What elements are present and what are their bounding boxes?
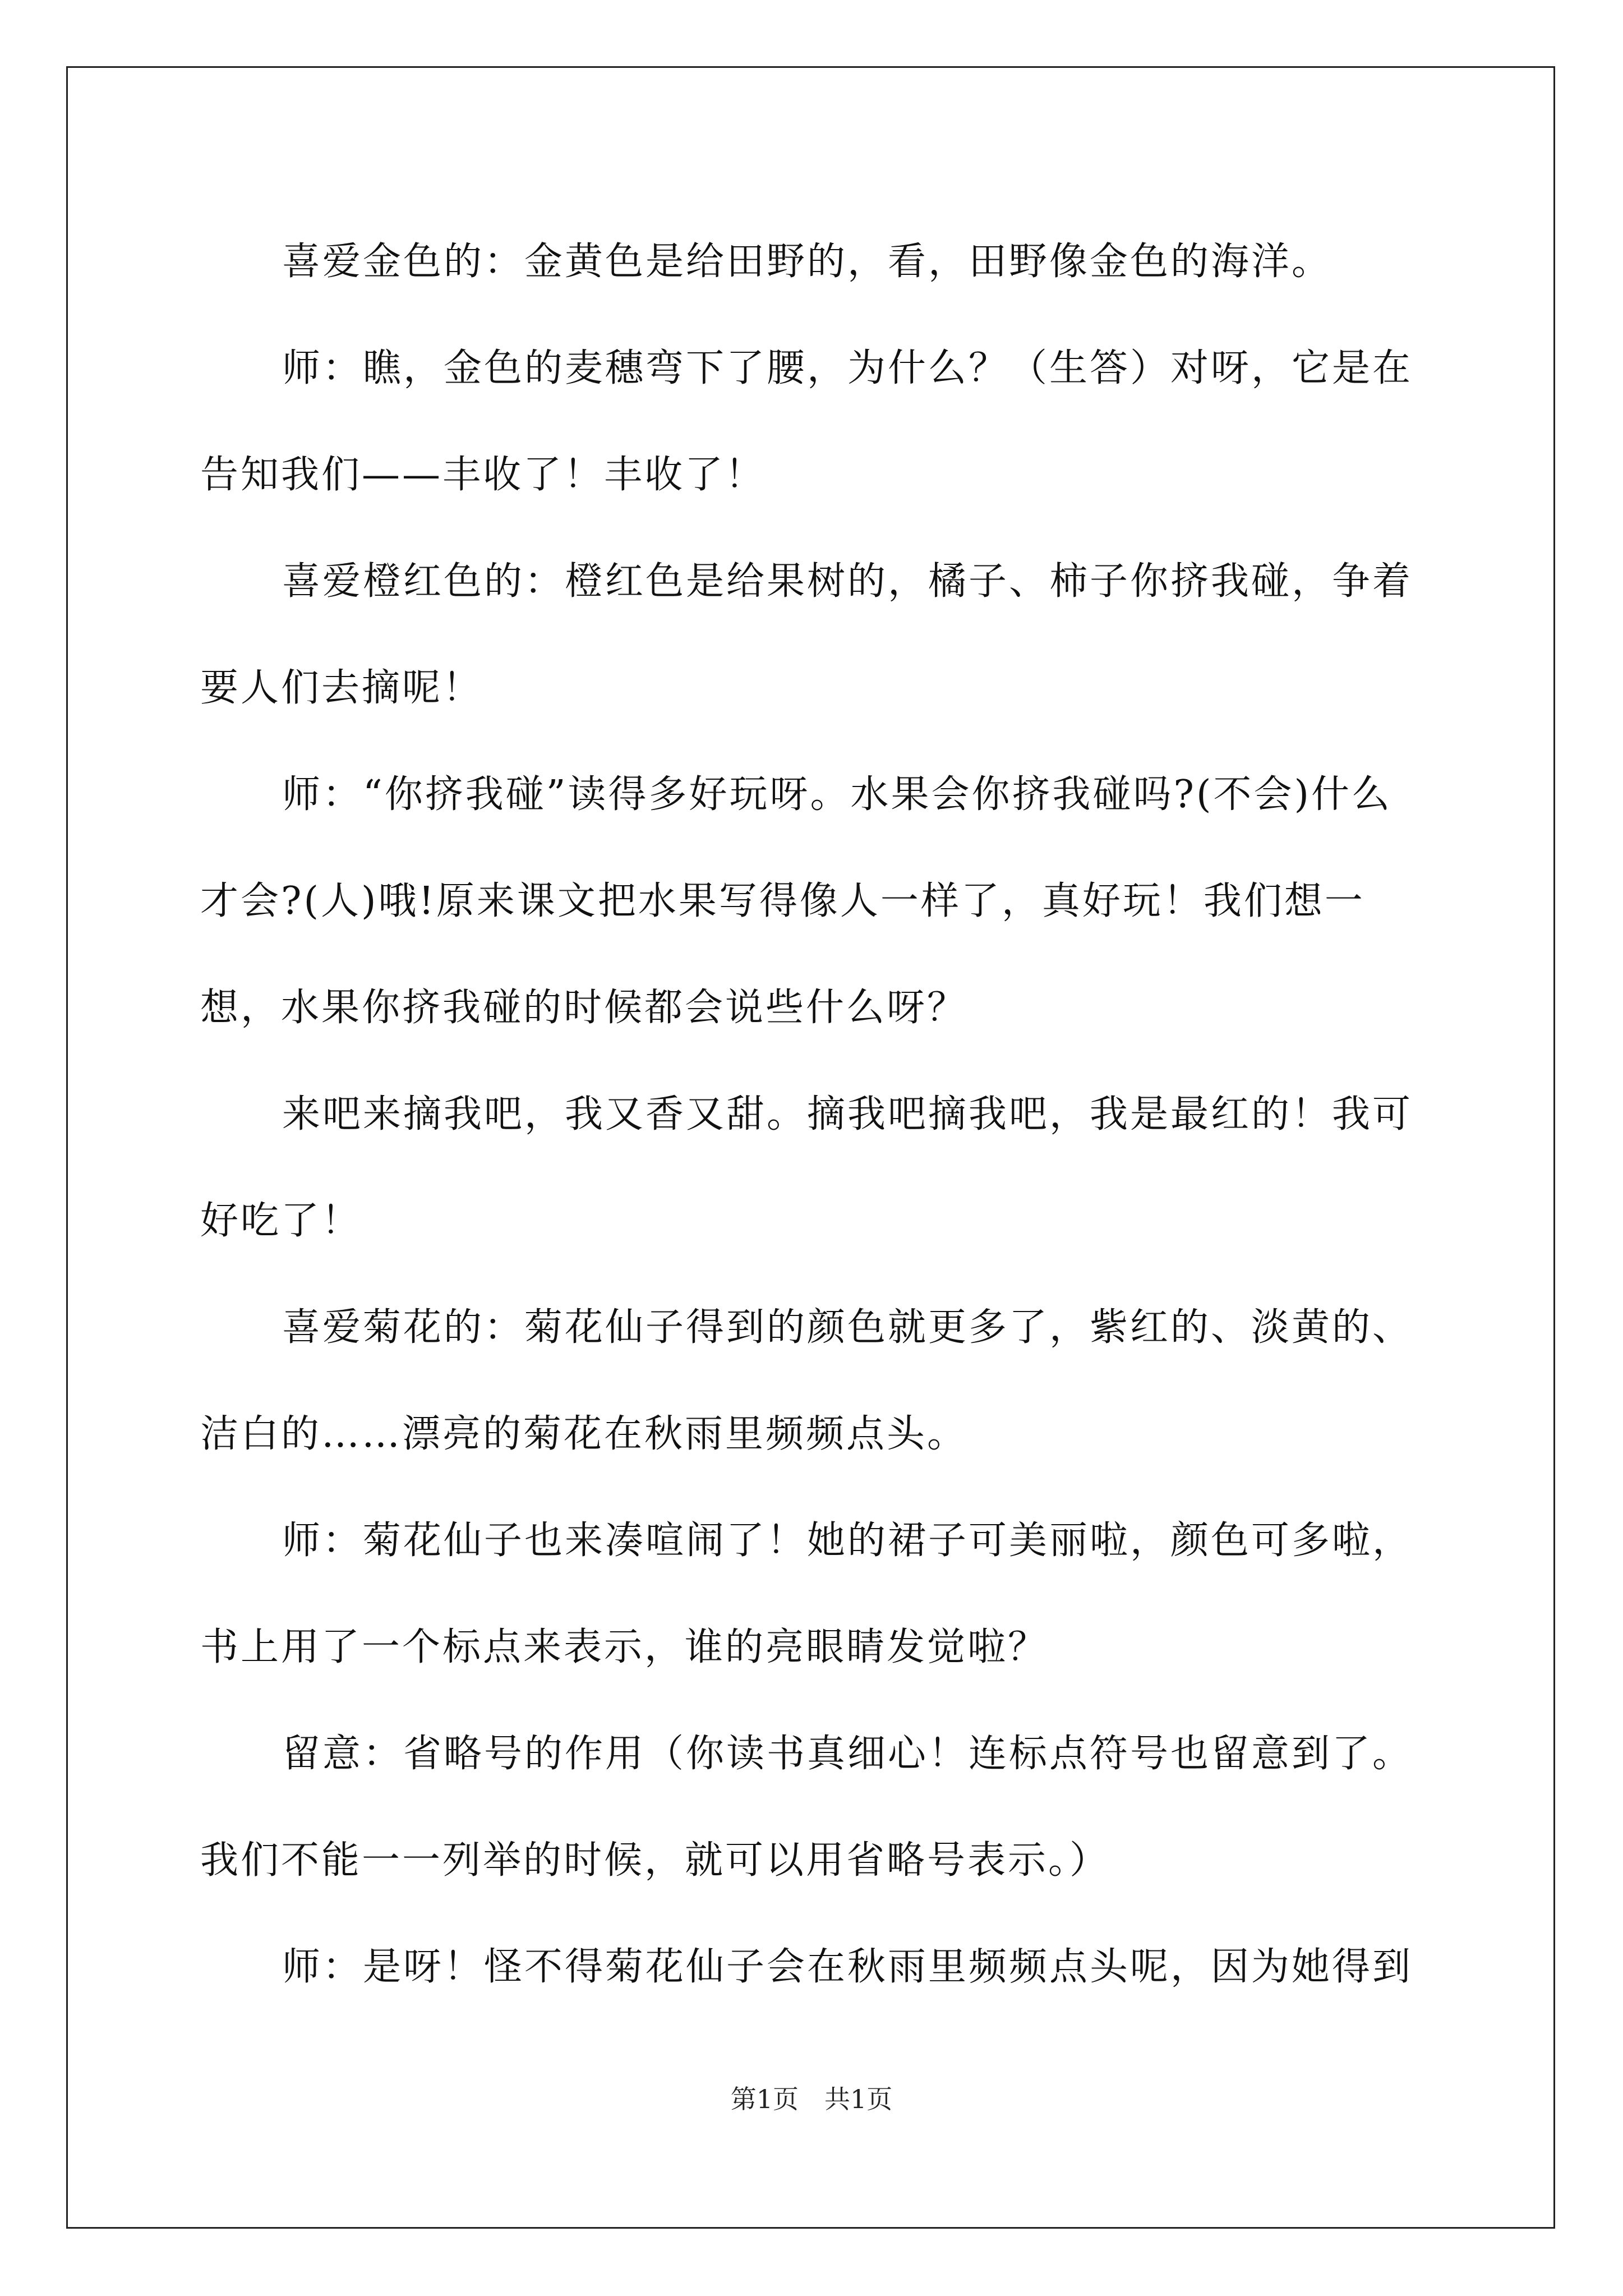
paragraph-5: 来吧来摘我吧，我又香又甜。摘我吧摘我吧，我是最红的！我可好吃了！ <box>200 1092 1413 1243</box>
document-body <box>200 209 1432 2021</box>
paragraph-9: 师：是呀！怪不得菊花仙子会在秋雨里频频点头呢，因为她得到 <box>282 1945 1413 1989</box>
page-footer: 第1页 共1页 <box>730 2084 893 2114</box>
paragraph-2: 师：瞧，金色的麦穗弯下了腰，为什么？（生答）对呀，它是在告知我们——丰收了！丰收了！ <box>200 346 1413 497</box>
paragraph-1: 喜爱金色的：金黄色是给田野的，看，田野像金色的海洋。 <box>282 240 1332 284</box>
paragraph-8: 留意：省略号的作用（你读书真细心！连标点符号也留意到了。我们不能一一列举的时候，就可以用省略号表示。） <box>200 1732 1413 1883</box>
paragraph-7: 师：菊花仙子也来凑喧闹了！她的裙子可美丽啦，颜色可多啦，书上用了一个标点来表示，谁的亮眼睛发觉啦？ <box>200 1519 1413 1669</box>
paragraph-6: 喜爱菊花的：菊花仙子得到的颜色就更多了，紫红的、淡黄的、洁白的……漂亮的菊花在秋雨里频频点头。 <box>200 1305 1413 1456</box>
paragraph-4: 师：“你挤我碰”读得多好玩呀。水果会你挤我碰吗?(不会)什么才会?(人)哦!原来课文把水果写得像人一样了，真好玩！我们想一想，水果你挤我碰的时候都会说些什么呀？ <box>200 772 1393 1030</box>
paragraph-3: 喜爱橙红色的：橙红色是给果树的，橘子、柿子你挤我碰，争着要人们去摘呢！ <box>200 559 1413 710</box>
